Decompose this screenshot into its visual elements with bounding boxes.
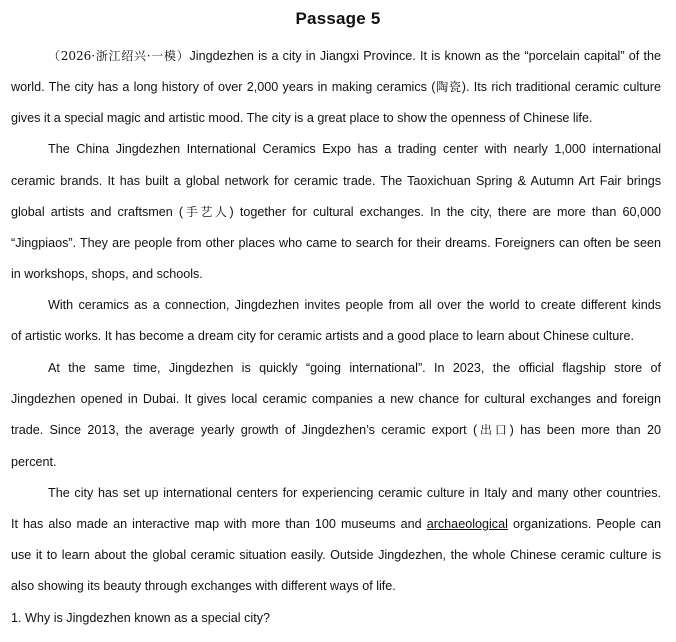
text-line: It has also made an interactive map with more than 100 museums and archaeological organizations. People can: [11, 517, 661, 531]
text-line: world. The city has a long history of over 2,000 years in making ceramics (陶瓷). Its rich traditional ceramic culture: [11, 80, 661, 94]
text-line: Jingdezhen opened in Dubai. It gives local ceramic companies a new chance for cultural exchanges and foreign: [11, 392, 661, 406]
source-label: （2026·浙江绍兴·一模）: [48, 49, 190, 63]
text-line: global artists and craftsmen (手艺人) together for cultural exchanges. In the city, there are more than 60,000: [11, 205, 661, 219]
text-line: “Jingpiaos”. They are people from other places who came to search for their dreams. Foreigners can often be seen: [11, 236, 661, 250]
text-line: The city has set up international centers for experiencing ceramic culture in Italy and many other countries.: [48, 486, 661, 500]
text-line: ceramic brands. It has built a global network for ceramic trade. The Taoxichuan Spring & Autumn Art Fair brings: [11, 174, 661, 188]
passage-title: Passage 5: [295, 9, 381, 28]
chinese-gloss: 手艺人: [183, 205, 230, 219]
text-line: The China Jingdezhen International Ceramics Expo has a trading center with nearly 1,000 international: [48, 142, 661, 156]
text-line: in workshops, shops, and schools.: [11, 267, 203, 281]
question-1: 1. Why is Jingdezhen known as a special city?: [11, 611, 271, 625]
chinese-gloss: 陶瓷: [435, 80, 462, 94]
underlined-word: archaeological: [426, 517, 508, 531]
chinese-gloss: 出口: [477, 423, 510, 437]
text-line: of artistic works. It has become a dream city for ceramic artists and a good place to learn about Chinese culture.: [11, 329, 634, 343]
text-line: （2026·浙江绍兴·一模）Jingdezhen is a city in Jiangxi Province. It is known as the “porcelain capital” of the: [48, 49, 662, 63]
text-line: With ceramics as a connection, Jingdezhen invites people from all over the world to create different kinds: [48, 298, 661, 312]
text-line: also showing its beauty through exchanges with different ways of life.: [11, 579, 396, 593]
text-line: At the same time, Jingdezhen is quickly “going international”. In 2023, the official flagship store of: [48, 361, 661, 375]
text-line: trade. Since 2013, the average yearly growth of Jingdezhen’s ceramic export (出口) has been more than 20: [11, 423, 661, 437]
text-line: use it to learn about the global ceramic situation easily. Outside Jingdezhen, the whole Chinese ceramic culture is: [11, 548, 661, 562]
text-line: gives it a special magic and artistic mood. The city is a great place to show the openness of Chinese life.: [11, 111, 593, 125]
text-line: percent.: [11, 455, 57, 469]
